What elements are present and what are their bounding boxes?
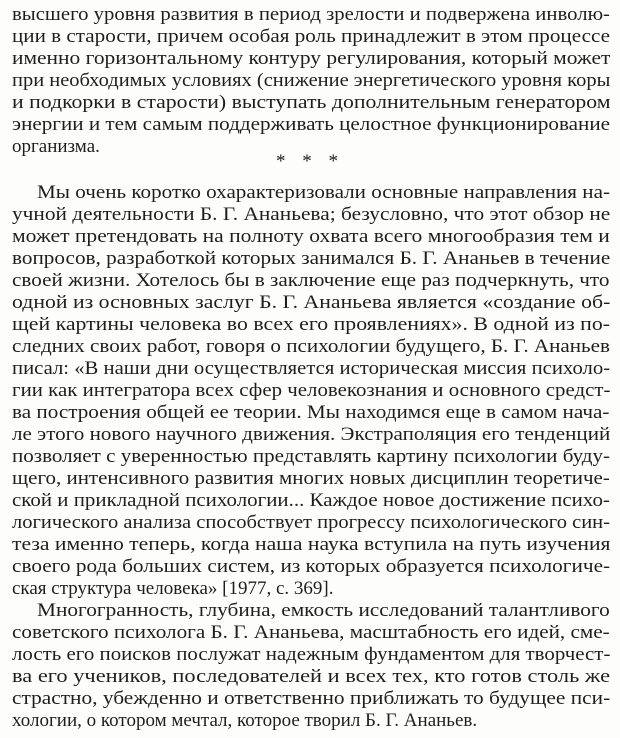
text-line: писал: «В наши дни осуществляется историческая миссия психоло-: [12, 358, 611, 379]
text-line: лость его поисков послужат надежным фундаментом для творчест-: [12, 644, 611, 665]
text-line: следних своих работ, говоря о психологии будущего, Б. Г. Ананьев: [12, 336, 610, 357]
text-line: Многогранность, глубина, емкость исследований талантливого: [37, 600, 610, 621]
text-line: логического анализа способствует прогрессу психологического син-: [12, 512, 610, 533]
text-line: позволяет с уверенностью представлять картину психологии буду-: [12, 446, 611, 467]
text-line: советского психолога Б. Г. Ананьева, масштабность его идей, сме-: [12, 622, 610, 643]
text-line: вопросов, разработкой которых занимался Б. Г. Ананьев в течение: [12, 248, 611, 269]
text-line: гии как интегратора всех сфер человекознания и основного средст-: [12, 380, 611, 401]
text-line: щего, интенсивного развития многих новых дисциплин теоретиче-: [12, 468, 610, 489]
text-line: ции в старости, причем особая роль принадлежит в этом процессе: [12, 26, 610, 47]
text-line: своей жизни. Хотелось бы в заключение еще раз подчеркнуть, что: [12, 270, 610, 291]
text-line: одной из основных заслуг Б. Г. Ананьева является «создание об-: [12, 292, 611, 313]
text-line: ва построения общей ее теории. Мы находимся еще в самом нача-: [12, 402, 610, 423]
text-line: ва его учеников, последователей и всех тех, кто готов столь же: [12, 666, 611, 687]
text-line: высшего уровня развития в период зрелости и подвержена инволю-: [12, 4, 610, 25]
text-line: страстно, убежденно и ответственно приближать то будущее пси-: [12, 688, 611, 709]
text-line: организма.: [12, 136, 100, 157]
text-line: щей картины человека во всех его проявлениях». В одной из по-: [12, 314, 611, 335]
text-line: именно горизонтальному контуру регулирования, который может: [12, 48, 611, 69]
text-line: и подкорки в старости) выступать дополнительным генератором: [12, 92, 611, 113]
text-line: ской и прикладной психологии... Каждое новое достижение психо-: [12, 490, 610, 511]
text-line: может претендовать на полноту охвата всего многообразия тем и: [12, 226, 610, 247]
text-line: ская структура человека» [1977, с. 369].: [12, 578, 334, 599]
text-line: при необходимых условиях (снижение энергетического уровня коры: [12, 70, 611, 91]
text-line: ле этого нового научного движения. Экстраполяция его тенденций: [12, 424, 611, 445]
text-line: теза именно теперь, когда наша наука вступила на путь изучения: [12, 534, 611, 555]
text-line: учной деятельности Б. Г. Ананьева; безусловно, что этот обзор не: [12, 204, 611, 225]
text-line: хологии, о котором мечтал, которое творил Б. Г. Ананьев.: [12, 710, 478, 731]
text-line: Мы очень коротко охарактеризовали основные направления на-: [37, 182, 610, 203]
text-line: энергии и тем самым поддерживать целостное функционирование: [12, 114, 610, 135]
section-separator: * * *: [276, 151, 344, 172]
text-line: своего рода больших систем, из которых образуется психологиче-: [12, 556, 611, 577]
